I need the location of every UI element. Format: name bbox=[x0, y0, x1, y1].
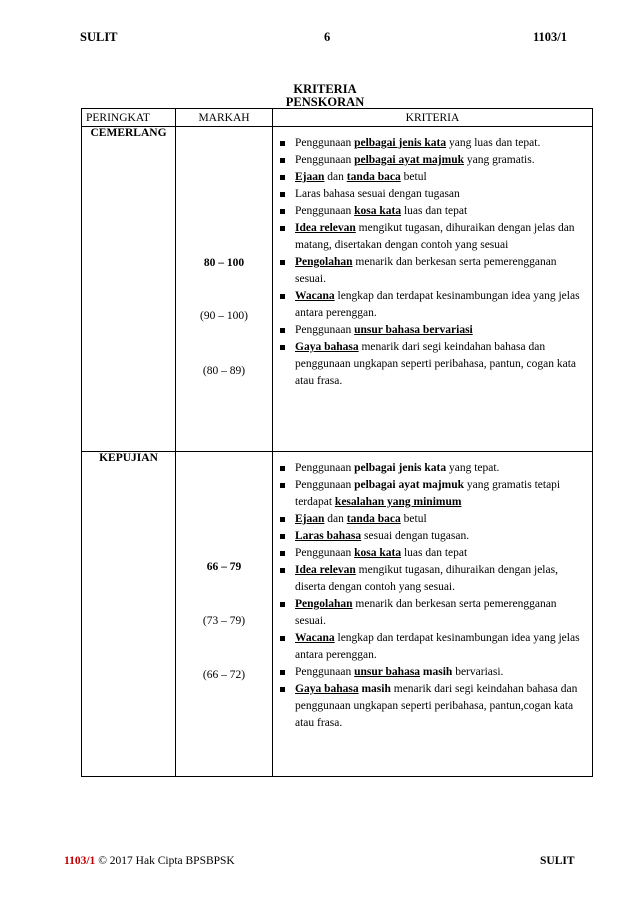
criteria-item bbox=[277, 186, 584, 203]
criteria-text: dan bbox=[324, 171, 347, 183]
mark-cell bbox=[176, 452, 273, 777]
footer-code: 1103/1 bbox=[64, 855, 96, 867]
criteria-text: Penggunaan bbox=[295, 479, 355, 491]
criteria-item bbox=[277, 664, 584, 681]
page-title bbox=[260, 83, 390, 109]
criteria-text: luas dan tepat bbox=[401, 547, 468, 559]
criteria-item bbox=[277, 630, 584, 664]
criteria-keyword: Idea relevan bbox=[295, 222, 356, 234]
criteria-text: Penggunaan bbox=[295, 205, 355, 217]
criteria-keyword: Pengolahan bbox=[295, 256, 353, 268]
criteria-list bbox=[273, 127, 592, 398]
title-line-2: PENSKORAN bbox=[285, 95, 365, 109]
bullet-icon bbox=[280, 260, 285, 265]
criteria-item bbox=[277, 220, 584, 254]
bullet-icon bbox=[280, 466, 285, 471]
bullet-icon bbox=[280, 158, 285, 163]
criteria-text: menarik dari segi keindahan bahasa dan penggunaan ungkapan seperti peribahasa, pantun, cogan kata atau frasa. bbox=[295, 341, 577, 387]
bullet-icon bbox=[280, 687, 285, 692]
criteria-text: yang gramatis. bbox=[464, 154, 535, 166]
criteria-text: menarik dan berkesan serta pemerengganan sesuai. bbox=[295, 256, 557, 285]
criteria-keyword: Ejaan bbox=[295, 513, 325, 525]
bullet-icon bbox=[280, 175, 285, 180]
criteria-text: Penggunaan bbox=[295, 324, 355, 336]
mark-subrange-upper: (73 – 79) bbox=[202, 615, 246, 627]
criteria-keyword: pelbagai jenis kata bbox=[354, 137, 447, 149]
table-row-cemerlang bbox=[82, 127, 593, 452]
criteria-text: lengkap dan terdapat kesinambungan idea yang jelas antara perenggan. bbox=[295, 290, 580, 319]
criteria-item bbox=[277, 169, 584, 186]
mark-subrange-lower: (66 – 72) bbox=[202, 669, 246, 681]
criteria-item bbox=[277, 460, 584, 477]
criteria-keyword: tanda baca bbox=[346, 171, 401, 183]
bullet-icon bbox=[280, 483, 285, 488]
bullet-icon bbox=[280, 192, 285, 197]
criteria-keyword: Ejaan bbox=[295, 171, 325, 183]
criteria-keyword: Idea relevan bbox=[295, 564, 356, 576]
criteria-keyword: pelbagai ayat majmuk bbox=[354, 154, 464, 166]
footer-classification: SULIT bbox=[540, 855, 575, 867]
paper-code: 1103/1 bbox=[533, 30, 568, 44]
criteria-item bbox=[277, 254, 584, 288]
criteria-text: betul bbox=[400, 513, 427, 525]
grade-cell: KEPUJIAN bbox=[82, 452, 176, 777]
criteria-text: menarik dari segi keindahan bahasa dan penggunaan ungkapan seperti peribahasa, pantun,cogan kata atau frasa. bbox=[295, 683, 578, 729]
criteria-text: bervariasi. bbox=[452, 666, 504, 678]
title-line-1: KRITERIA bbox=[293, 82, 357, 96]
criteria-cell bbox=[273, 127, 593, 452]
criteria-text: sesuai dengan tugasan. bbox=[361, 530, 470, 542]
criteria-item bbox=[277, 562, 584, 596]
criteria-list bbox=[273, 452, 592, 740]
criteria-text: yang gramatis tetapi terdapat bbox=[295, 479, 561, 508]
bullet-icon bbox=[280, 328, 285, 333]
grade-cell: CEMERLANG bbox=[82, 127, 176, 452]
criteria-keyword: Wacana bbox=[295, 290, 335, 302]
criteria-cell bbox=[273, 452, 593, 777]
criteria-keyword: kosa kata bbox=[354, 205, 402, 217]
criteria-item bbox=[277, 339, 584, 390]
criteria-keyword: tanda baca bbox=[346, 513, 401, 525]
criteria-keyword: kesalahan yang minimum bbox=[334, 496, 462, 508]
criteria-text: mengikut tugasan, dihuraikan dengan jelas, diserta dengan contoh yang sesuai. bbox=[295, 564, 558, 593]
criteria-text: Penggunaan bbox=[295, 547, 355, 559]
mark-range: 66 – 79 bbox=[206, 561, 242, 573]
footer-copyright-text: © 2017 Hak Cipta BPSBPSK bbox=[98, 855, 235, 867]
criteria-item bbox=[277, 528, 584, 545]
bullet-icon bbox=[280, 141, 285, 146]
footer-copyright bbox=[64, 855, 235, 867]
criteria-keyword: Pengolahan bbox=[295, 598, 353, 610]
criteria-keyword: masih bbox=[361, 683, 391, 695]
table-header-row bbox=[82, 109, 593, 127]
criteria-text: lengkap dan terdapat kesinambungan idea yang jelas antara perenggan. bbox=[295, 632, 580, 661]
mark-range: 80 – 100 bbox=[203, 257, 245, 269]
bullet-icon bbox=[280, 209, 285, 214]
criteria-item bbox=[277, 477, 584, 511]
criteria-item bbox=[277, 288, 584, 322]
bullet-icon bbox=[280, 636, 285, 641]
bullet-icon bbox=[280, 226, 285, 231]
criteria-text: yang tepat. bbox=[446, 462, 500, 474]
criteria-text: Penggunaan bbox=[295, 462, 355, 474]
criteria-item bbox=[277, 135, 584, 152]
bullet-icon bbox=[280, 551, 285, 556]
criteria-keyword: kosa kata bbox=[354, 547, 402, 559]
criteria-text: Laras bahasa sesuai dengan tugasan bbox=[295, 188, 460, 200]
page-number: 6 bbox=[324, 30, 331, 44]
criteria-text: Penggunaan bbox=[295, 666, 355, 678]
bullet-icon bbox=[280, 517, 285, 522]
mark-cell bbox=[176, 127, 273, 452]
criteria-keyword: Wacana bbox=[295, 632, 335, 644]
criteria-text: yang luas dan tepat. bbox=[446, 137, 541, 149]
criteria-keyword: Gaya bahasa bbox=[295, 341, 359, 353]
mark-subrange-lower: (80 – 89) bbox=[202, 365, 246, 377]
criteria-keyword: pelbagai jenis kata bbox=[354, 462, 447, 474]
mark-subrange-upper: (90 – 100) bbox=[200, 310, 248, 322]
header-classification: SULIT bbox=[80, 30, 118, 44]
header-peringkat: PERINGKAT bbox=[82, 109, 176, 127]
bullet-icon bbox=[280, 294, 285, 299]
criteria-item bbox=[277, 596, 584, 630]
criteria-text: betul bbox=[400, 171, 427, 183]
header-markah: MARKAH bbox=[176, 109, 273, 127]
bullet-icon bbox=[280, 345, 285, 350]
criteria-keyword: unsur bahasa bervariasi bbox=[354, 324, 473, 336]
bullet-icon bbox=[280, 602, 285, 607]
header-kriteria: KRITERIA bbox=[273, 109, 593, 127]
criteria-keyword: unsur bahasa bbox=[354, 666, 421, 678]
criteria-text: luas dan tepat bbox=[401, 205, 468, 217]
criteria-item bbox=[277, 681, 584, 732]
criteria-text: Penggunaan bbox=[295, 154, 355, 166]
bullet-icon bbox=[280, 534, 285, 539]
criteria-item bbox=[277, 152, 584, 169]
criteria-item bbox=[277, 203, 584, 220]
scoring-criteria-table bbox=[81, 108, 593, 777]
criteria-item bbox=[277, 322, 584, 339]
criteria-text: menarik dan berkesan serta pemerengganan sesuai. bbox=[295, 598, 557, 627]
criteria-text: dan bbox=[324, 513, 347, 525]
criteria-item bbox=[277, 545, 584, 562]
criteria-text: mengikut tugasan, dihuraikan dengan jelas dan matang, disertakan dengan contoh yang sesuai bbox=[295, 222, 575, 251]
bullet-icon bbox=[280, 568, 285, 573]
table-row-kepujian bbox=[82, 452, 593, 777]
criteria-keyword: Gaya bahasa bbox=[295, 683, 359, 695]
criteria-text: Penggunaan bbox=[295, 137, 355, 149]
criteria-keyword: pelbagai ayat majmuk bbox=[354, 479, 464, 491]
criteria-item bbox=[277, 511, 584, 528]
bullet-icon bbox=[280, 670, 285, 675]
criteria-keyword: Laras bahasa bbox=[295, 530, 362, 542]
criteria-keyword: masih bbox=[422, 666, 453, 678]
